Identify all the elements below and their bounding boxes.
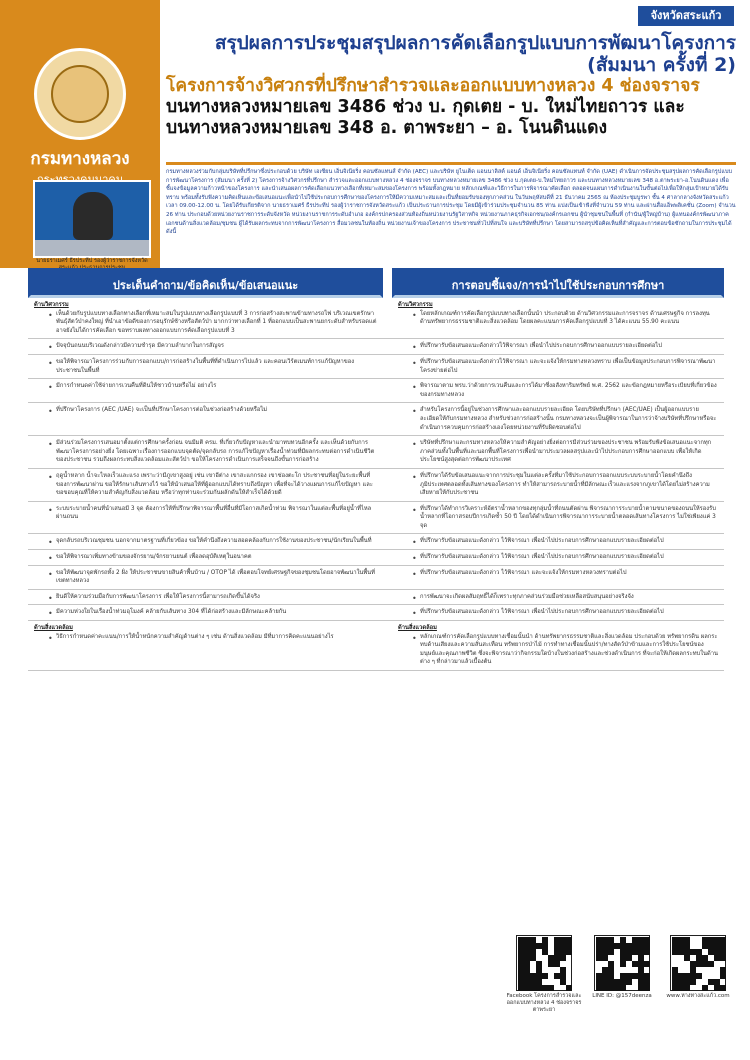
question-cell — [28, 534, 383, 549]
page-title — [166, 32, 736, 76]
answer-cell — [392, 355, 724, 378]
answer-cell — [392, 469, 724, 501]
qr-caption-website: www.หางทางสะแก้ว.com — [666, 993, 730, 999]
table-row — [28, 502, 724, 535]
answer-cell — [392, 590, 724, 605]
facebook-qr-icon[interactable] — [516, 935, 572, 991]
answer-cell — [392, 379, 724, 402]
cell-text: • จุดกลับรถบริเวณชุมชน นอกจากมาตรฐานที่เกี่ยวข้อง ขอให้คำนึงถึงความสอดคล้องกับการใช้งานของประชาชน/นักเรียนในพื้นที่ — [34, 537, 377, 546]
table-row — [28, 355, 724, 379]
section-heading: ด้านสิ่งแวดล้อม — [34, 625, 73, 632]
logo-emblem-icon — [51, 65, 109, 123]
person-figure — [73, 192, 113, 240]
cell-text: • มีการกำหนดค่าใช้จ่ายการเวนคืนที่ดินให้ชาวบ้านหรือไม่ อย่างไร — [34, 382, 377, 391]
intro-paragraph: กรมทางหลวงร่วมกับกลุ่มบริษัทที่ปรึกษาซึ่งประกอบด้วย บริษัท เอเซียน เอ็นจิเนียริ่ง คอนซัลแทนส์ จำกัด (AEC) และบริษัท ยูไนเต็ด แอนนาลิสต์ แอนด์ เอ็นจิเนียริ่ง คอนซัลแทนท์ จำกัด (UAE) ดำเนินการจัดประชุมสรุปผลการคัดเลือกรูปแบบการพัฒนาโครงการ (สัมมนา ครั้งที่ 2) โครงการจ้างวิศวกรที่ปรึกษา สำรวจและออกแบบทางหลวง 4 ช่องจราจร บนทางหลวงหมายเลข 3486 ช่วง บ.กุดเตย-บ.ใหม่ไทยถาวร และบนทางหลวงหมายเลข 348 อ.ตาพระยา-อ.โนนดินแดง เพื่อชี้แจงข้อมูลความก้าวหน้าของโครงการ และนำเสนอผลการคัดเลือกแนวทางเลือกที่เหมาะสมของโครงการ พร้อมทั้งกฎหมาย หลักเกณฑ์และวิธีการในการพิจารณาคัดเลือก ตลอดจนแผนการดำเนินงานในขั้นต่อไปเพื่อให้กลุ่มเป้าหมายได้รับทราบ พร้อมทั้งรับฟังความคิดเห็นและข้อเสนอแนะเพื่อนำไปใช้ประกอบการศึกษาของโครงการให้มีความเหมาะสมและเป็นที่ยอมรับของทุกภาคส่วน ในวันพฤหัสบดีที่ 21 ธันวาคม 2565 ณ ห้องประชุมบูรพา ชั้น 4 ศาลากลางจังหวัดสระแก้ว เวลา 09.00-12.00 น. โดยได้รับเกียรติจาก นายธราเมศร์ ธีรประทีป รองผู้ว่าราชการจังหวัดสระแก้ว เป็นประธานการประชุม โดยมีผู้เข้าร่วมประชุมจำนวน 85 ท่าน แบ่งเป็นเข้าฟังที่จำนวน 59 ท่าน และผ่านสื่อแอ็พพลิเคชั่น (Zoom) จำนวน 26 ท่าน ประกอบด้วยหน่วยงานราชการระดับจังหวัด หน่วยงานราชการระดับอำเภอ องค์กรปกครองส่วนท้องถิ่นหน่วยงานรัฐวิสาหกิจ หน่วยงานภาคธุรกิจเอกชน/องค์กรเอกชน ผู้นำชุมชนในพื้นที่ (กำนัน/ผู้ใหญ่บ้าน) ผู้แทนองค์กรพัฒนาภาคเอกชนด้านสิ่งแวดล้อม/ชุมชน ผู้ได้รับผลกระทบจากการพัฒนาโครงการ สื่อมวลชนในท้องถิ่น หน่วยงานเจ้าของโครงการ ประชาชนทั่วไปที่สนใจ และบริษัทที่ปรึกษา โดยสามารถสรุปข้อคิดเห็นที่สำคัญและการตอบข้อซักถามในการประชุมได้ ดังนี้ — [166, 169, 736, 236]
cell-text: • พิจารณาตาม พรบ.ว่าด้วยการเวนคืนและการได้มาซึ่งอสังหาริมทรัพย์ พ.ศ. 2562 และข้อกฎหมายหรือระเบียบที่เกี่ยวข้องของกรมทางหลวง — [398, 382, 718, 399]
cell-text: • ที่ปรึกษารับข้อเสนอแนะดังกล่าวไว้พิจารณา เพื่อนำไปประกอบการศึกษาออกแบบรายละเอียดต่อไป — [398, 342, 718, 351]
header — [0, 0, 750, 268]
question-cell — [28, 379, 383, 402]
question-cell — [28, 298, 383, 338]
chairman-photo — [33, 180, 151, 258]
section-heading: ด้านวิศวกรรม — [398, 302, 433, 308]
qr-caption-line: LINE ID: @157deenza — [592, 993, 652, 999]
cell-text: • ระบบระบายน้ำคนที่นำเสนอมี 3 จุด ต้องการให้ที่ปรึกษาพิจารณาพื้นที่อื่นที่มีโอกาสเกิดน้ำท่วม พิจารณาในแต่ละพื้นที่อยู่น้ำที่ไหลผ่านถนน — [34, 505, 377, 522]
table-row — [28, 298, 724, 339]
cell-text: • ขอให้พัฒนาจุดพักรถทั้ง 2 ฝั่ง ให้ประชาชนขายสินค้าพื้นบ้าน / OTOP ได้ เพื่อตอบโจทย์เศรษฐกิจของชุมชนโดยอาจพัฒนาในพื้นที่เขตทางหลวง — [34, 569, 377, 586]
table-row — [28, 339, 724, 355]
cell-text: • เห็นด้วยกับรูปแบบทางเลือกทางเลือกที่เหมาะสมในรูปแบบทางเลือกรูปแบบที่ 3 การก่อสร้างสะพานข้ามทางรถไฟ บริเวณเขตรักษาพันธุ์สัตว์ป่าคงใหญ่ ที่นำเอาข้อดีของการอนุรักษ์ช้างหรือสัตว์ป่า มากกว่าทางเลือกที่ 1 ที่ออกแบบเป็นสะพานยกระดับสำหรับรอดแต่อาจยังไม่ได้การคัดเลือก ขอทราบผลทางออกแบบการคัดเลือกรูปแบบที่ 3 — [34, 310, 377, 336]
cell-text: • โดยหลักเกณฑ์การคัดเลือกรูปแบบทางเลือกนั้นนำ ประกอบด้วย ด้านวิศวกรรมและการจราจร ด้านเศรษฐกิจ การลงทุน ด้านทรัพยากรธรรมชาติและสิ่งแวดล้อม โดยผลคะแนนการคัดเลือกรูปแบบที่ 3 ได้คะแนน 55.90 คะแนน — [398, 310, 718, 327]
cell-text: • ยินดีให้ความร่วมมือกับการพัฒนาโครงการ เพื่อให้โครงการนี้สามารถเกิดขึ้นได้จริง — [34, 593, 377, 602]
question-cell — [28, 566, 383, 589]
cell-text: • มีความห่วงใยในเรื่องน้ำท่วมอุโมงค์ คล้ายกับเส้นทาง 304 ที่ได้ก่อสร้างและมีลักษณะคล้ายกัน — [34, 608, 377, 617]
cell-text: • ที่ปรึกษาได้ทำการวิเคราะห์อัตราน้ำหลากของทุกลุ่มน้ำที่ถนนตัดผ่าน พิจารณาการระบายน้ำตามขนาดของถนนให้รองรับน้ำหลากที่โอกาสรอบปีการเกิดซ้ำ 50 ปี โดยได้ดำเนินการพิจารณาการระบายน้ำตลอดเส้นทางโครงการ ไม่ใช่เพียงแค่ 3 จุด — [398, 505, 718, 531]
answer-cell — [392, 298, 724, 338]
table-row — [28, 534, 724, 550]
divider — [166, 162, 736, 165]
photo-caption: นายธราเมศร์ ธีรประทีป รองผู้ว่าราชการจังหวัด — [36, 258, 148, 264]
subtitle-line-1: โครงการจ้างวิศวกรที่ปรึกษาสำรวจและออกแบบทางหลวง 4 ช่องจราจร — [166, 76, 700, 96]
cell-text: • สำหรับโครงการนี้อยู่ในช่วงการศึกษาและออกแบบรายละเอียด โดยบริษัทที่ปรึกษา (AEC/UAE) เป็นผู้ออกแบบรายละเอียดให้กับกรมทางหลวง สำหรับช่วงการก่อสร้างนั้น กรมทางหลวงจะเป็นผู้พิจารณาในการว่าจ้างบริษัทที่ปรึกษาหรือจะดำเนินการควบคุมการก่อสร้างเองโดยหน่วยงานที่รับผิดชอบต่อไป — [398, 406, 718, 432]
title-line-2: (สัมมนา ครั้งที่ 2) — [587, 54, 736, 76]
cell-text: • ที่ปรึกษาโครงการ (AEC /UAE) จะเป็นที่ปรึกษาโครงการต่อในช่วงก่อสร้างด้วยหรือไม่ — [34, 406, 377, 415]
table-row — [28, 550, 724, 566]
table-row — [28, 566, 724, 590]
question-cell — [28, 605, 383, 620]
answer-cell — [392, 605, 724, 620]
answer-cell — [392, 550, 724, 565]
table-row — [28, 590, 724, 606]
answer-cell — [392, 621, 724, 670]
question-cell — [28, 621, 383, 670]
question-cell — [28, 502, 383, 534]
table-row — [28, 605, 724, 621]
cell-text: • ขอให้พิจารณาโครงการร่วมกับการออกแบบ/การก่อสร้างในพื้นที่ที่ดำเนินการไปแล้ว และคอนเวิร์ตเมนท์การแก้ปัญหาของประชาชนในพื้นที่ — [34, 358, 377, 375]
answer-cell — [392, 502, 724, 534]
question-cell — [28, 550, 383, 565]
cell-text: • ที่ปรึกษารับข้อเสนอแนะดังกล่าว ไว้พิจารณา เพื่อนำไปประกอบการศึกษาออกแบบรายละเอียดต่อไป — [398, 608, 718, 617]
cell-text: • ขอให้พิจารณาเพิ่มทางข้ามของจักรยาน/จักรยานยนต์ เพื่อลดอุบัติเหตุในอนาคต — [34, 553, 377, 562]
cell-text: • วิธีการกำหนดค่าคะแนน/การให้น้ำหนักความสำคัญด้านต่าง ๆ เช่น ด้านสิ่งแวดล้อม มีที่มาการคิดคะแนนอย่างไร — [34, 633, 377, 642]
cell-text: • บริษัทที่ปรึกษาและกรมทางหลวงให้ความสำคัญอย่างยิ่งต่อการมีส่วนร่วมของประชาชน พร้อมรับฟังข้อเสนอแนะจากทุกภาคส่วนทั้งในพื้นที่และนอกพื้นที่โครงการเพื่อนำมาประมวลผลสรุปและนำไปประกอบการศึกษาออกแบบ เพื่อให้เกิดประโยชน์สูงสุดต่อการพัฒนาประเทศ — [398, 439, 718, 465]
table-row — [28, 403, 724, 436]
question-cell — [28, 355, 383, 378]
province-badge: จังหวัดสระแก้ว — [638, 6, 734, 26]
title-line-1: สรุปผลการประชุมสรุปผลการคัดเลือกรูปแบบการพัฒนาโครงการ — [214, 32, 736, 54]
table-row — [28, 469, 724, 502]
section-heading: ด้านสิ่งแวดล้อม — [398, 625, 437, 632]
answer-cell — [392, 436, 724, 468]
question-cell — [28, 403, 383, 435]
cell-text: • ฤดูน้ำหลาก น้ำจะไหลเร็วและแรง เพราะว่ามีภูเขาสูงอยู่ เช่น เขาอีต่าง เขาสะแกกรอง เขาช่องตะโก ประชาชนที่อยู่ในระยะพื้นที่ของการพัฒนาผ่าน ขอให้รักษาเส้นทางไว้ ขอให้นำเสนอให้ที่ผู้ออกแบบได้ทราบถึงปัญหา เพื่อที่จะได้วางแผนการแก้ไขปัญหา และขอขอบคุณที่ให้ความสำคัญกับสิ่งแวดล้อม หรือว่าทุกท่านจะร่วมกันผลักดันให้สำเร็จได้ด้วยดี — [34, 472, 377, 498]
line-qr-icon[interactable] — [594, 935, 650, 991]
department-logo — [34, 48, 126, 140]
cell-text: • ที่ปรึกษารับข้อเสนอแนะดังกล่าว ไว้พิจารณา เพื่อนำไปประกอบการศึกษาออกแบบรายละเอียดต่อไป — [398, 537, 718, 546]
subtitle-line-2: บนทางหลวงหมายเลข 3486 ช่วง บ. กุดเตย - บ. ใหม่ไทยถาวร และ — [166, 97, 685, 117]
answer-cell — [392, 534, 724, 549]
cell-text: • การพัฒนาจะเกิดผลสัมฤทธิ์ได้ก็เพราะทุกภาคส่วนร่วมมือช่วยเหลือสนับสนุนอย่างจริงจัง — [398, 593, 718, 602]
cell-text: • มีส่วนร่วมโครงการเสนอมาตั้งแต่การศึกษาครั้งก่อน จนมีมติ ครม. ที่เกี่ยวกับปัญหาและนำมาทบทวนอีกครั้ง และเห็นด้วยกับการพัฒนาโครงการอย่างยิ่ง โดยเฉพาะเรื่องการออกแบบจุดตัด/จุดกลับรถ การแก้ไขปัญหาเรื่องน้ำท่วมที่มีผลกระทบต่อการดำเนินชีวิตของประชาชน รวมถึงผลกระทบสิ่งแวดล้อมและสัตว์ป่า ขอให้โครงการดำเนินการเสร็จจนถึงขั้นการก่อสร้าง — [34, 439, 377, 465]
qr-caption-facebook: Facebook โครงการสำรวจและออกแบบทางหลวง 4 ช่องจราจร ตาพระยา — [506, 993, 582, 1013]
project-subtitle — [166, 76, 736, 139]
answer-cell — [392, 339, 724, 354]
department-name: กรมทางหลวง — [30, 149, 130, 169]
section-heading: ด้านวิศวกรรม — [34, 302, 69, 308]
website-qr-icon[interactable] — [670, 935, 726, 991]
desk-shape — [35, 240, 151, 258]
cell-text: • ปัจจุบันถนนบริเวณดังกล่าวมีความชำรุด มีความลำบากในการสัญจร — [34, 342, 377, 351]
answer-cell — [392, 566, 724, 589]
table-row — [28, 621, 724, 671]
cell-text: • ที่ปรึกษาได้รับข้อเสนอแนะจากการประชุมในแต่ละครั้งที่มาใช้ประกอบการออกแบบระบบระบายน้ำโดยคำนึงถึงภูมิประเทศตลอดทั้งเส้นทางของโครงการ ทำให้สามารถระบายน้ำที่มีลักษณะเร็วและแรงจากภูเขาได้โดยไม่สร้างความเสียหายให้กับประชาชน — [398, 472, 718, 498]
cell-text: • หลักเกณฑ์การคัดเลือกรูปแบบทางเชื่อมนั้นนำ ด้านทรัพยากรธรรมชาติและสิ่งแวดล้อม ประกอบด้วย ทรัพยากรดิน ผลกระทบด้านเสียงและความสั่นสะเทือน ทรัพยากรป่าไม้ การทำทางเชื่อมนั้นปร่า/ทางสัตว์ป่าข้ามและการใช้ประโยชน์ของมนุษย์และคุณภาพชีวิต ซึ่งจะพิจารณาว่ากิจกรรมใดบ้างในช่วงก่อสร้างและช่วงดำเนินการ ที่จะก่อให้เกิดผลกระทบในด้านต่าง ๆ ที่กล่าวมาแล้วเบื้องต้น — [398, 633, 718, 667]
question-cell — [28, 590, 383, 605]
qr-section — [0, 935, 750, 1013]
header-answers: การตอบชี้แจง/การนำไปใช้ประกอบการศึกษา — [392, 268, 724, 298]
question-cell — [28, 469, 383, 501]
cell-text: • ที่ปรึกษารับข้อเสนอแนะดังกล่าวไว้พิจารณา และจะแจ้งให้กรมทางหลวงทราบ เพื่อเป็นข้อมูลประกอบการพิจารณาพัฒนาโครงข่ายต่อไป — [398, 358, 718, 375]
summary-table — [28, 268, 724, 671]
header-questions: ประเด็นคำถาม/ข้อคิดเห็น/ข้อเสนอแนะ — [28, 268, 383, 298]
table-row — [28, 379, 724, 403]
cell-text: • ที่ปรึกษารับข้อเสนอแนะดังกล่าว ไว้พิจารณา และจะแจ้งให้กรมทางหลวงทราบต่อไป — [398, 569, 718, 578]
question-cell — [28, 339, 383, 354]
table-header — [28, 268, 724, 298]
table-row — [28, 436, 724, 469]
subtitle-line-3: บนทางหลวงหมายเลข 348 อ. ตาพระยา – อ. โนนดินแดง — [166, 118, 608, 138]
cell-text: • ที่ปรึกษารับข้อเสนอแนะดังกล่าว ไว้พิจารณา เพื่อนำไปประกอบการศึกษาออกแบบรายละเอียดต่อไป — [398, 553, 718, 562]
question-cell — [28, 436, 383, 468]
table-body — [28, 298, 724, 671]
answer-cell — [392, 403, 724, 435]
